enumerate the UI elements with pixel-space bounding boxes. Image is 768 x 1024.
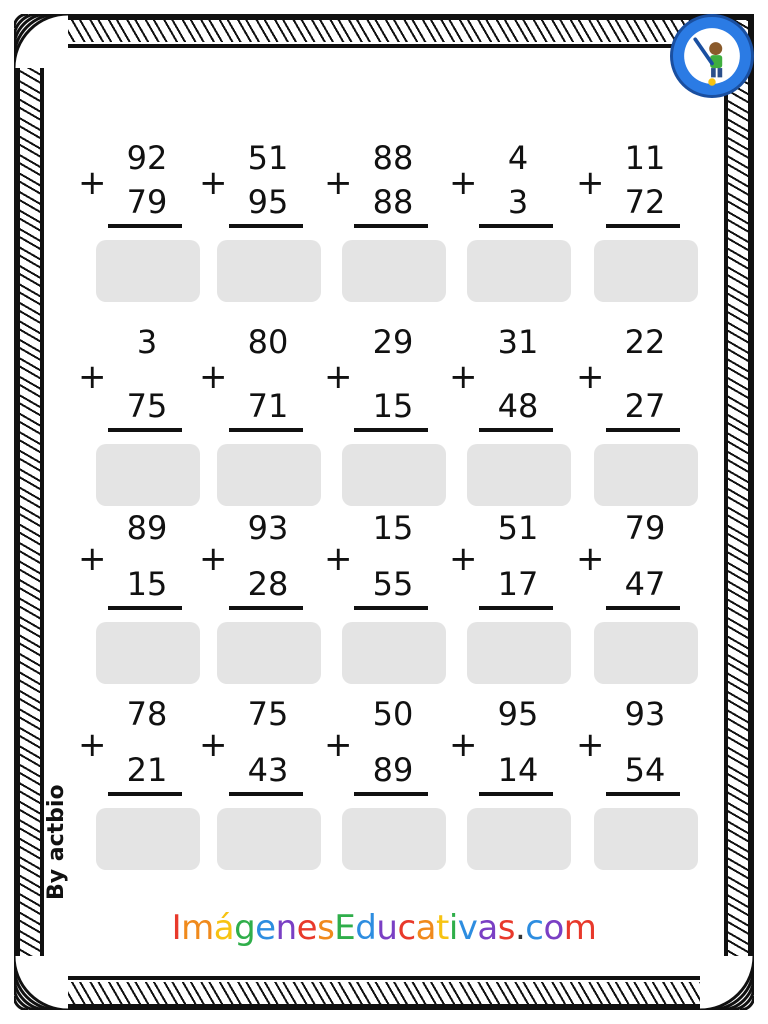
sum-line	[229, 606, 303, 610]
answer-box[interactable]	[217, 444, 321, 506]
imagenes-educativas-logo-icon	[670, 14, 754, 98]
decorative-border-right	[726, 20, 748, 1004]
corner-arcs-icon	[14, 14, 68, 68]
sum-line	[354, 792, 428, 796]
brand-letter: e	[255, 908, 276, 948]
bottom-addend: 15	[126, 565, 168, 603]
brand-letter: e	[296, 908, 318, 948]
answer-box[interactable]	[342, 808, 446, 870]
answer-box[interactable]	[217, 622, 321, 684]
sum-line	[108, 606, 182, 610]
bottom-addend: 3	[507, 183, 529, 221]
corner-arcs-icon	[14, 956, 68, 1010]
answer-box[interactable]	[594, 444, 698, 506]
sum-line	[108, 224, 182, 228]
brand-letter: I	[171, 908, 182, 948]
plus-sign: +	[324, 725, 353, 765]
corner-arcs-icon	[700, 956, 754, 1010]
top-addend: 50	[372, 695, 414, 733]
plus-sign: +	[449, 539, 478, 579]
answer-box[interactable]	[342, 240, 446, 302]
plus-sign: +	[78, 357, 107, 397]
top-addend: 4	[507, 139, 529, 177]
addition-problems-grid	[78, 140, 718, 880]
decorative-border-left	[20, 20, 42, 1004]
sum-line	[354, 428, 428, 432]
decorative-border-top	[20, 20, 748, 42]
sum-line	[606, 428, 680, 432]
plus-sign: +	[576, 725, 605, 765]
plus-sign: +	[199, 539, 228, 579]
bottom-addend: 43	[247, 751, 289, 789]
bottom-addend: 54	[624, 751, 666, 789]
answer-box[interactable]	[467, 808, 571, 870]
top-addend: 89	[126, 509, 168, 547]
plus-sign: +	[324, 539, 353, 579]
answer-box[interactable]	[467, 444, 571, 506]
plus-sign: +	[78, 725, 107, 765]
brand-letter: v	[457, 908, 478, 948]
sum-line	[479, 792, 553, 796]
top-addend: 92	[126, 139, 168, 177]
top-addend: 51	[497, 509, 539, 547]
brand-letter: a	[415, 908, 436, 948]
sum-line	[606, 224, 680, 228]
brand-letter: s	[317, 908, 335, 948]
brand-letter: d	[355, 908, 377, 948]
bottom-addend: 47	[624, 565, 666, 603]
plus-sign: +	[576, 163, 605, 203]
plus-sign: +	[78, 163, 107, 203]
bottom-addend: 28	[247, 565, 289, 603]
top-addend: 3	[136, 323, 158, 361]
plus-sign: +	[576, 357, 605, 397]
brand-letter: .	[514, 908, 526, 948]
bottom-addend: 21	[126, 751, 168, 789]
sum-line	[229, 428, 303, 432]
plus-sign: +	[199, 725, 228, 765]
top-addend: 11	[624, 139, 666, 177]
top-addend: 88	[372, 139, 414, 177]
answer-box[interactable]	[96, 444, 200, 506]
sum-line	[479, 428, 553, 432]
answer-box[interactable]	[96, 622, 200, 684]
bottom-addend: 75	[126, 387, 168, 425]
brand-letter: a	[477, 908, 498, 948]
top-addend: 80	[247, 323, 289, 361]
plus-sign: +	[324, 163, 353, 203]
plus-sign: +	[78, 539, 107, 579]
decorative-border-bottom	[20, 982, 748, 1004]
top-addend: 79	[624, 509, 666, 547]
top-addend: 31	[497, 323, 539, 361]
author-credit: By actbio	[44, 784, 69, 900]
sum-line	[229, 792, 303, 796]
answer-box[interactable]	[96, 240, 200, 302]
bottom-addend: 27	[624, 387, 666, 425]
answer-box[interactable]	[467, 622, 571, 684]
brand-letter: E	[334, 908, 356, 948]
brand-letter: á	[213, 908, 235, 948]
top-addend: 75	[247, 695, 289, 733]
site-brand	[0, 908, 768, 948]
bottom-addend: 71	[247, 387, 289, 425]
sum-line	[108, 428, 182, 432]
sum-line	[479, 224, 553, 228]
top-addend: 22	[624, 323, 666, 361]
answer-box[interactable]	[342, 444, 446, 506]
bottom-addend: 72	[624, 183, 666, 221]
brand-letter: n	[275, 908, 297, 948]
top-addend: 93	[624, 695, 666, 733]
top-addend: 95	[497, 695, 539, 733]
answer-box[interactable]	[594, 240, 698, 302]
sum-line	[354, 606, 428, 610]
brand-letter: u	[376, 908, 398, 948]
top-addend: 93	[247, 509, 289, 547]
answer-box[interactable]	[594, 622, 698, 684]
plus-sign: +	[199, 357, 228, 397]
plus-sign: +	[576, 539, 605, 579]
brand-letter: s	[497, 908, 515, 948]
top-addend: 51	[247, 139, 289, 177]
sum-line	[108, 792, 182, 796]
answer-box[interactable]	[342, 622, 446, 684]
plus-sign: +	[449, 357, 478, 397]
brand-letter: o	[543, 908, 564, 948]
brand-letter: c	[397, 908, 416, 948]
brand-letter: m	[181, 908, 214, 948]
bottom-addend: 14	[497, 751, 539, 789]
bottom-addend: 95	[247, 183, 289, 221]
bottom-addend: 48	[497, 387, 539, 425]
plus-sign: +	[199, 163, 228, 203]
sum-line	[229, 224, 303, 228]
bottom-addend: 55	[372, 565, 414, 603]
bottom-addend: 88	[372, 183, 414, 221]
brand-letter: i	[448, 908, 458, 948]
answer-box[interactable]	[217, 240, 321, 302]
answer-box[interactable]	[467, 240, 571, 302]
sum-line	[354, 224, 428, 228]
sum-line	[606, 606, 680, 610]
plus-sign: +	[449, 725, 478, 765]
top-addend: 78	[126, 695, 168, 733]
bottom-addend: 79	[126, 183, 168, 221]
answer-box[interactable]	[217, 808, 321, 870]
plus-sign: +	[449, 163, 478, 203]
bottom-addend: 15	[372, 387, 414, 425]
bottom-addend: 17	[497, 565, 539, 603]
sum-line	[606, 792, 680, 796]
answer-box[interactable]	[96, 808, 200, 870]
brand-letter: c	[525, 908, 544, 948]
brand-letter: t	[435, 908, 449, 948]
plus-sign: +	[324, 357, 353, 397]
brand-letter: g	[234, 908, 256, 948]
top-addend: 15	[372, 509, 414, 547]
answer-box[interactable]	[594, 808, 698, 870]
top-addend: 29	[372, 323, 414, 361]
brand-letter: m	[563, 908, 597, 948]
bottom-addend: 89	[372, 751, 414, 789]
sum-line	[479, 606, 553, 610]
